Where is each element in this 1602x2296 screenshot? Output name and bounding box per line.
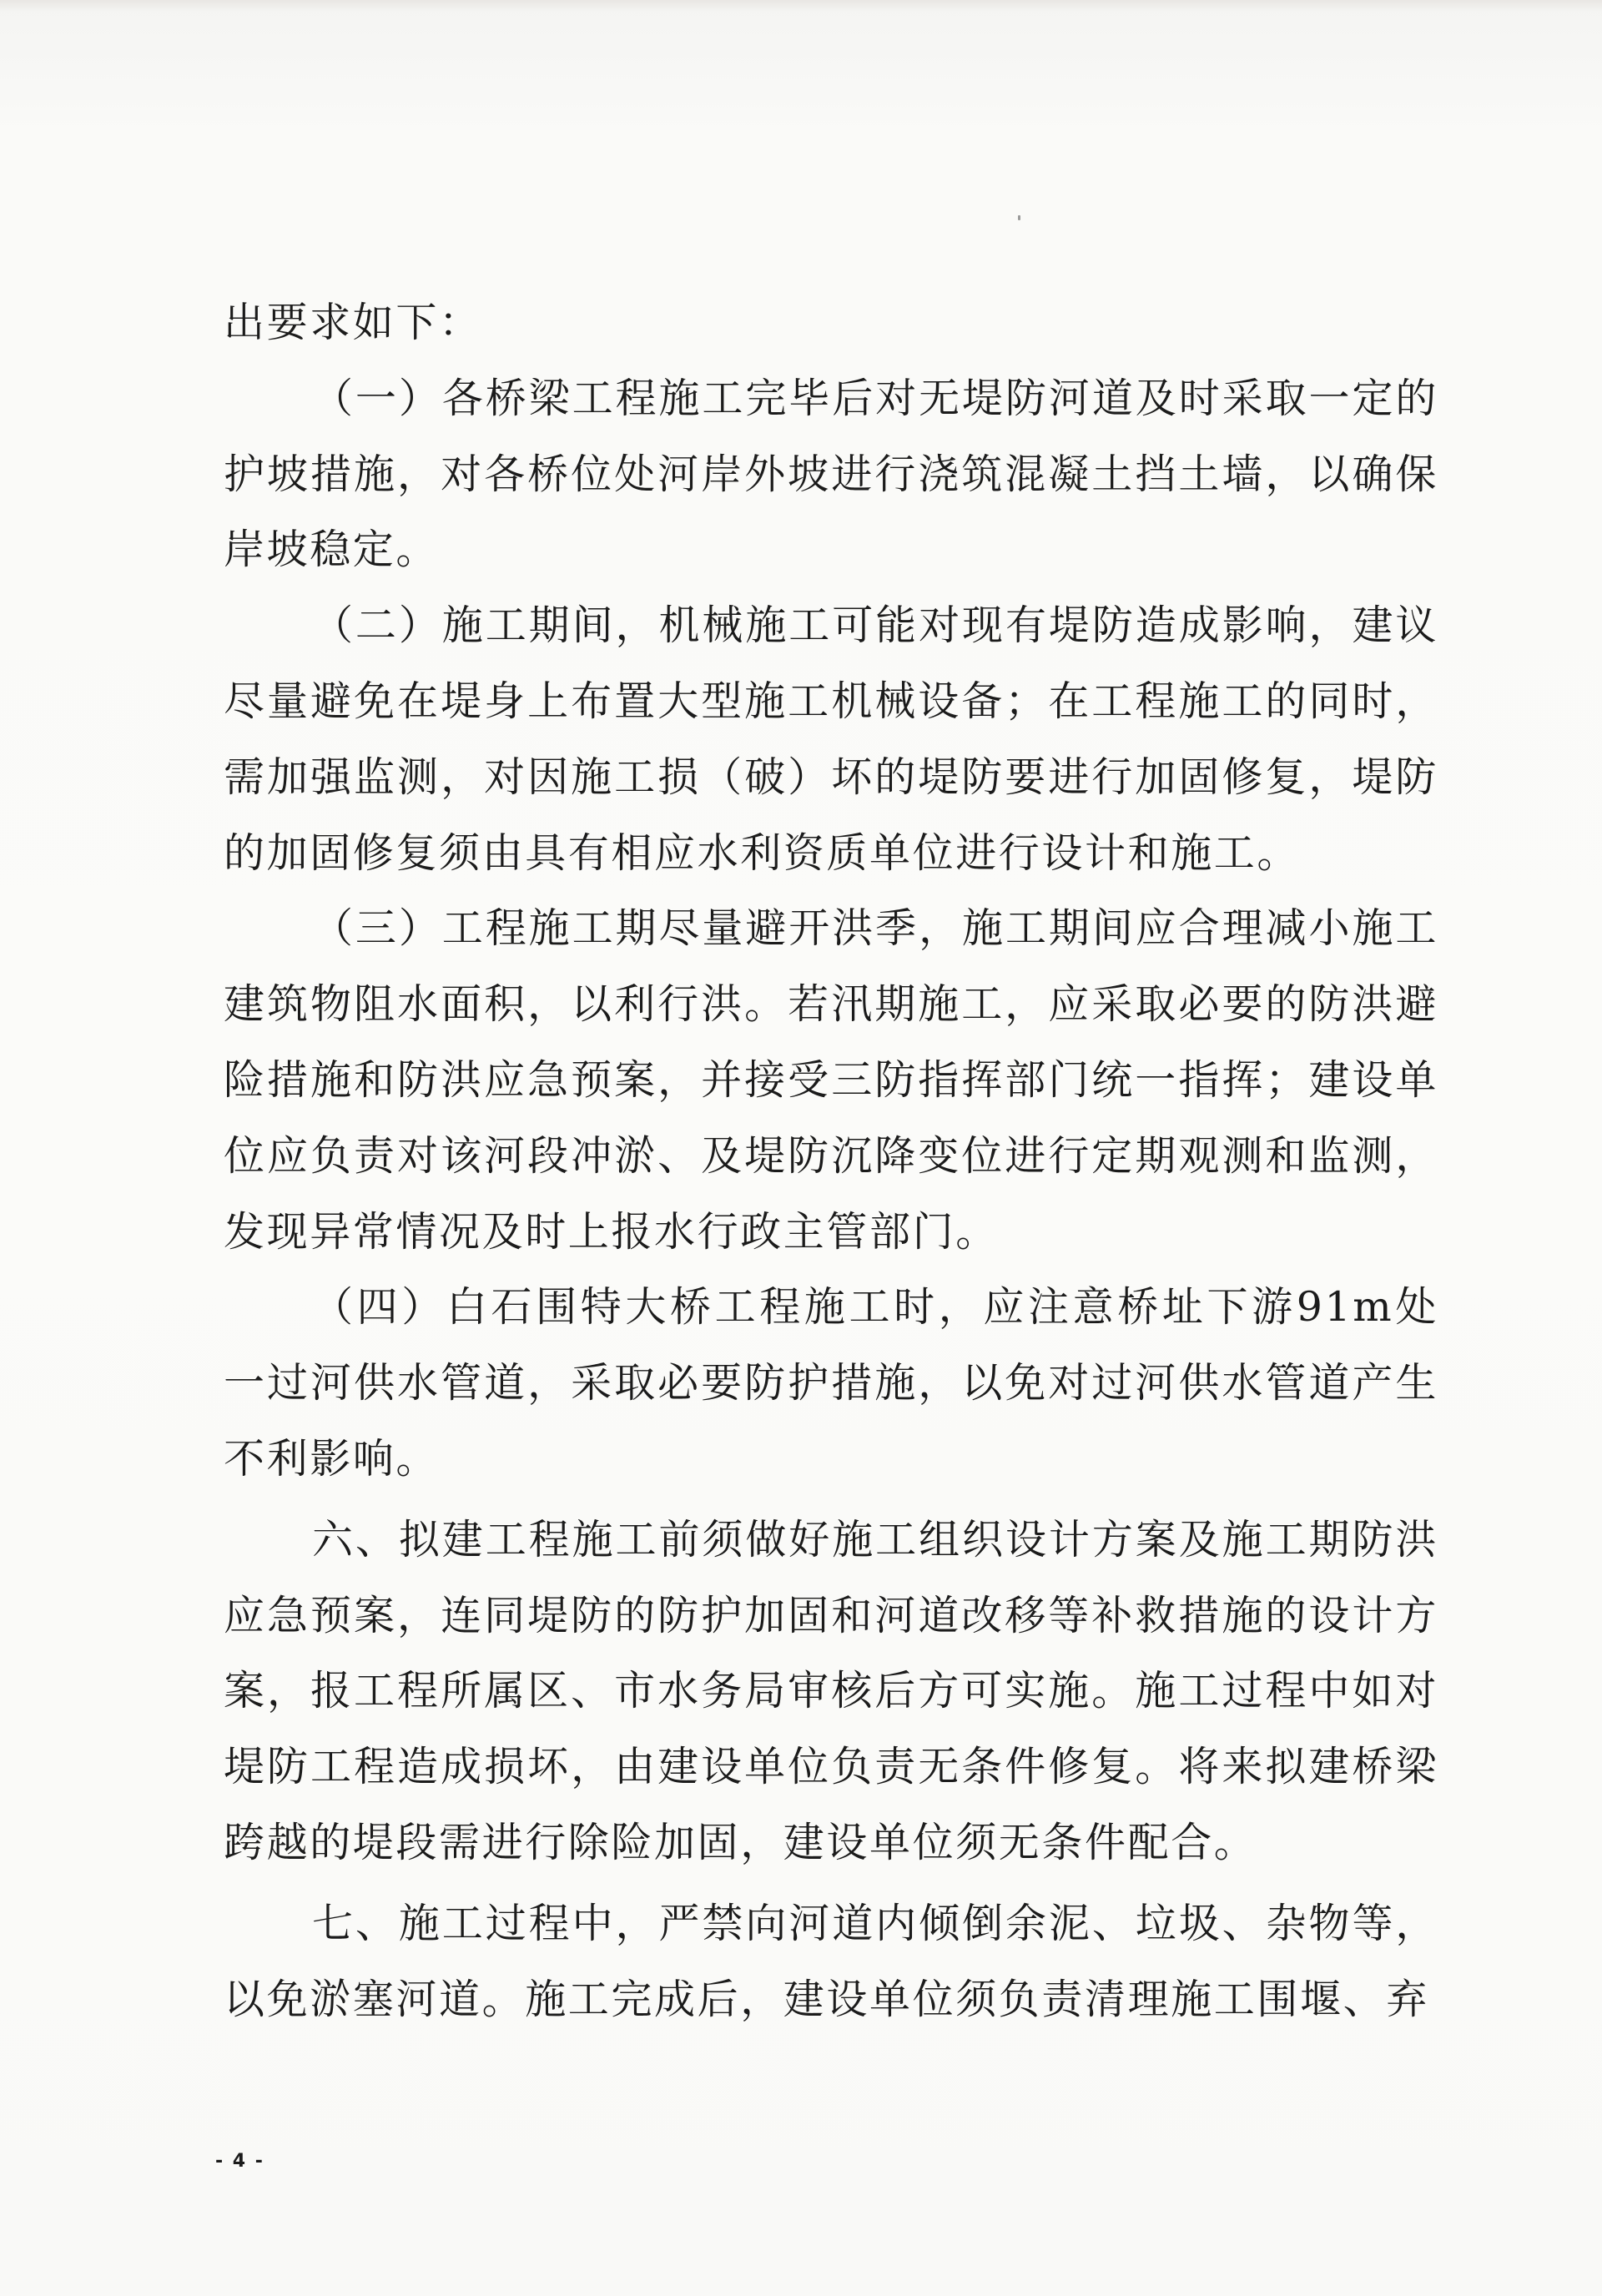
scan-top-edge	[0, 0, 1602, 12]
document-body	[224, 285, 1438, 2037]
item-3-paragraph: （三）工程施工期尽量避开洪季，施工期间应合理减小施工建筑物阻水面积，以利行洪。若汛期施工，应采取必要的防洪避险措施和防洪应急预案，并接受三防指挥部门统一指挥；建设单位应负责对该河段冲淤、及堤防沉降变位进行定期观测和监测，发现异常情况及时上报水行政主管部门。	[224, 904, 1438, 1256]
section-six-paragraph: 六、拟建工程施工前须做好施工组织设计方案及施工期防洪应急预案，连同堤防的防护加固和河道改移等补救措施的设计方案，报工程所属区、市水务局审核后方可实施。施工过程中如对堤防工程造成损坏，由建设单位负责无条件修复。将来拟建桥梁跨越的堤段需进行除险加固，建设单位须无条件配合。	[224, 1515, 1438, 1866]
section-seven-paragraph: 七、施工过程中，严禁向河道内倾倒余泥、垃圾、杂物等，以免淤塞河道。施工完成后，建设单位须负责清理施工围堰、弃	[224, 1899, 1438, 2023]
item-2-paragraph: （二）施工期间，机械施工可能对现有堤防造成影响，建议尽量避免在堤身上布置大型施工机械设备；在工程施工的同时，需加强监测，对因施工损（破）坏的堤防要进行加固修复，堤防的加固修复须由具有相应水利资质单位进行设计和施工。	[224, 602, 1438, 877]
scan-speck	[1018, 215, 1020, 220]
intro-line: 出要求如下：	[224, 299, 482, 346]
item-4-paragraph: （四）白石围特大桥工程施工时，应注意桥址下游91m处一过河供水管道，采取必要防护措施，以免对过河供水管道产生不利影响。	[224, 1283, 1438, 1483]
item-1-paragraph: （一）各桥梁工程施工完毕后对无堤防河道及时采取一定的护坡措施，对各桥位处河岸外坡进行浇筑混凝土挡土墙，以确保岸坡稳定。	[224, 374, 1438, 574]
page-number: - 4 -	[215, 2151, 264, 2172]
